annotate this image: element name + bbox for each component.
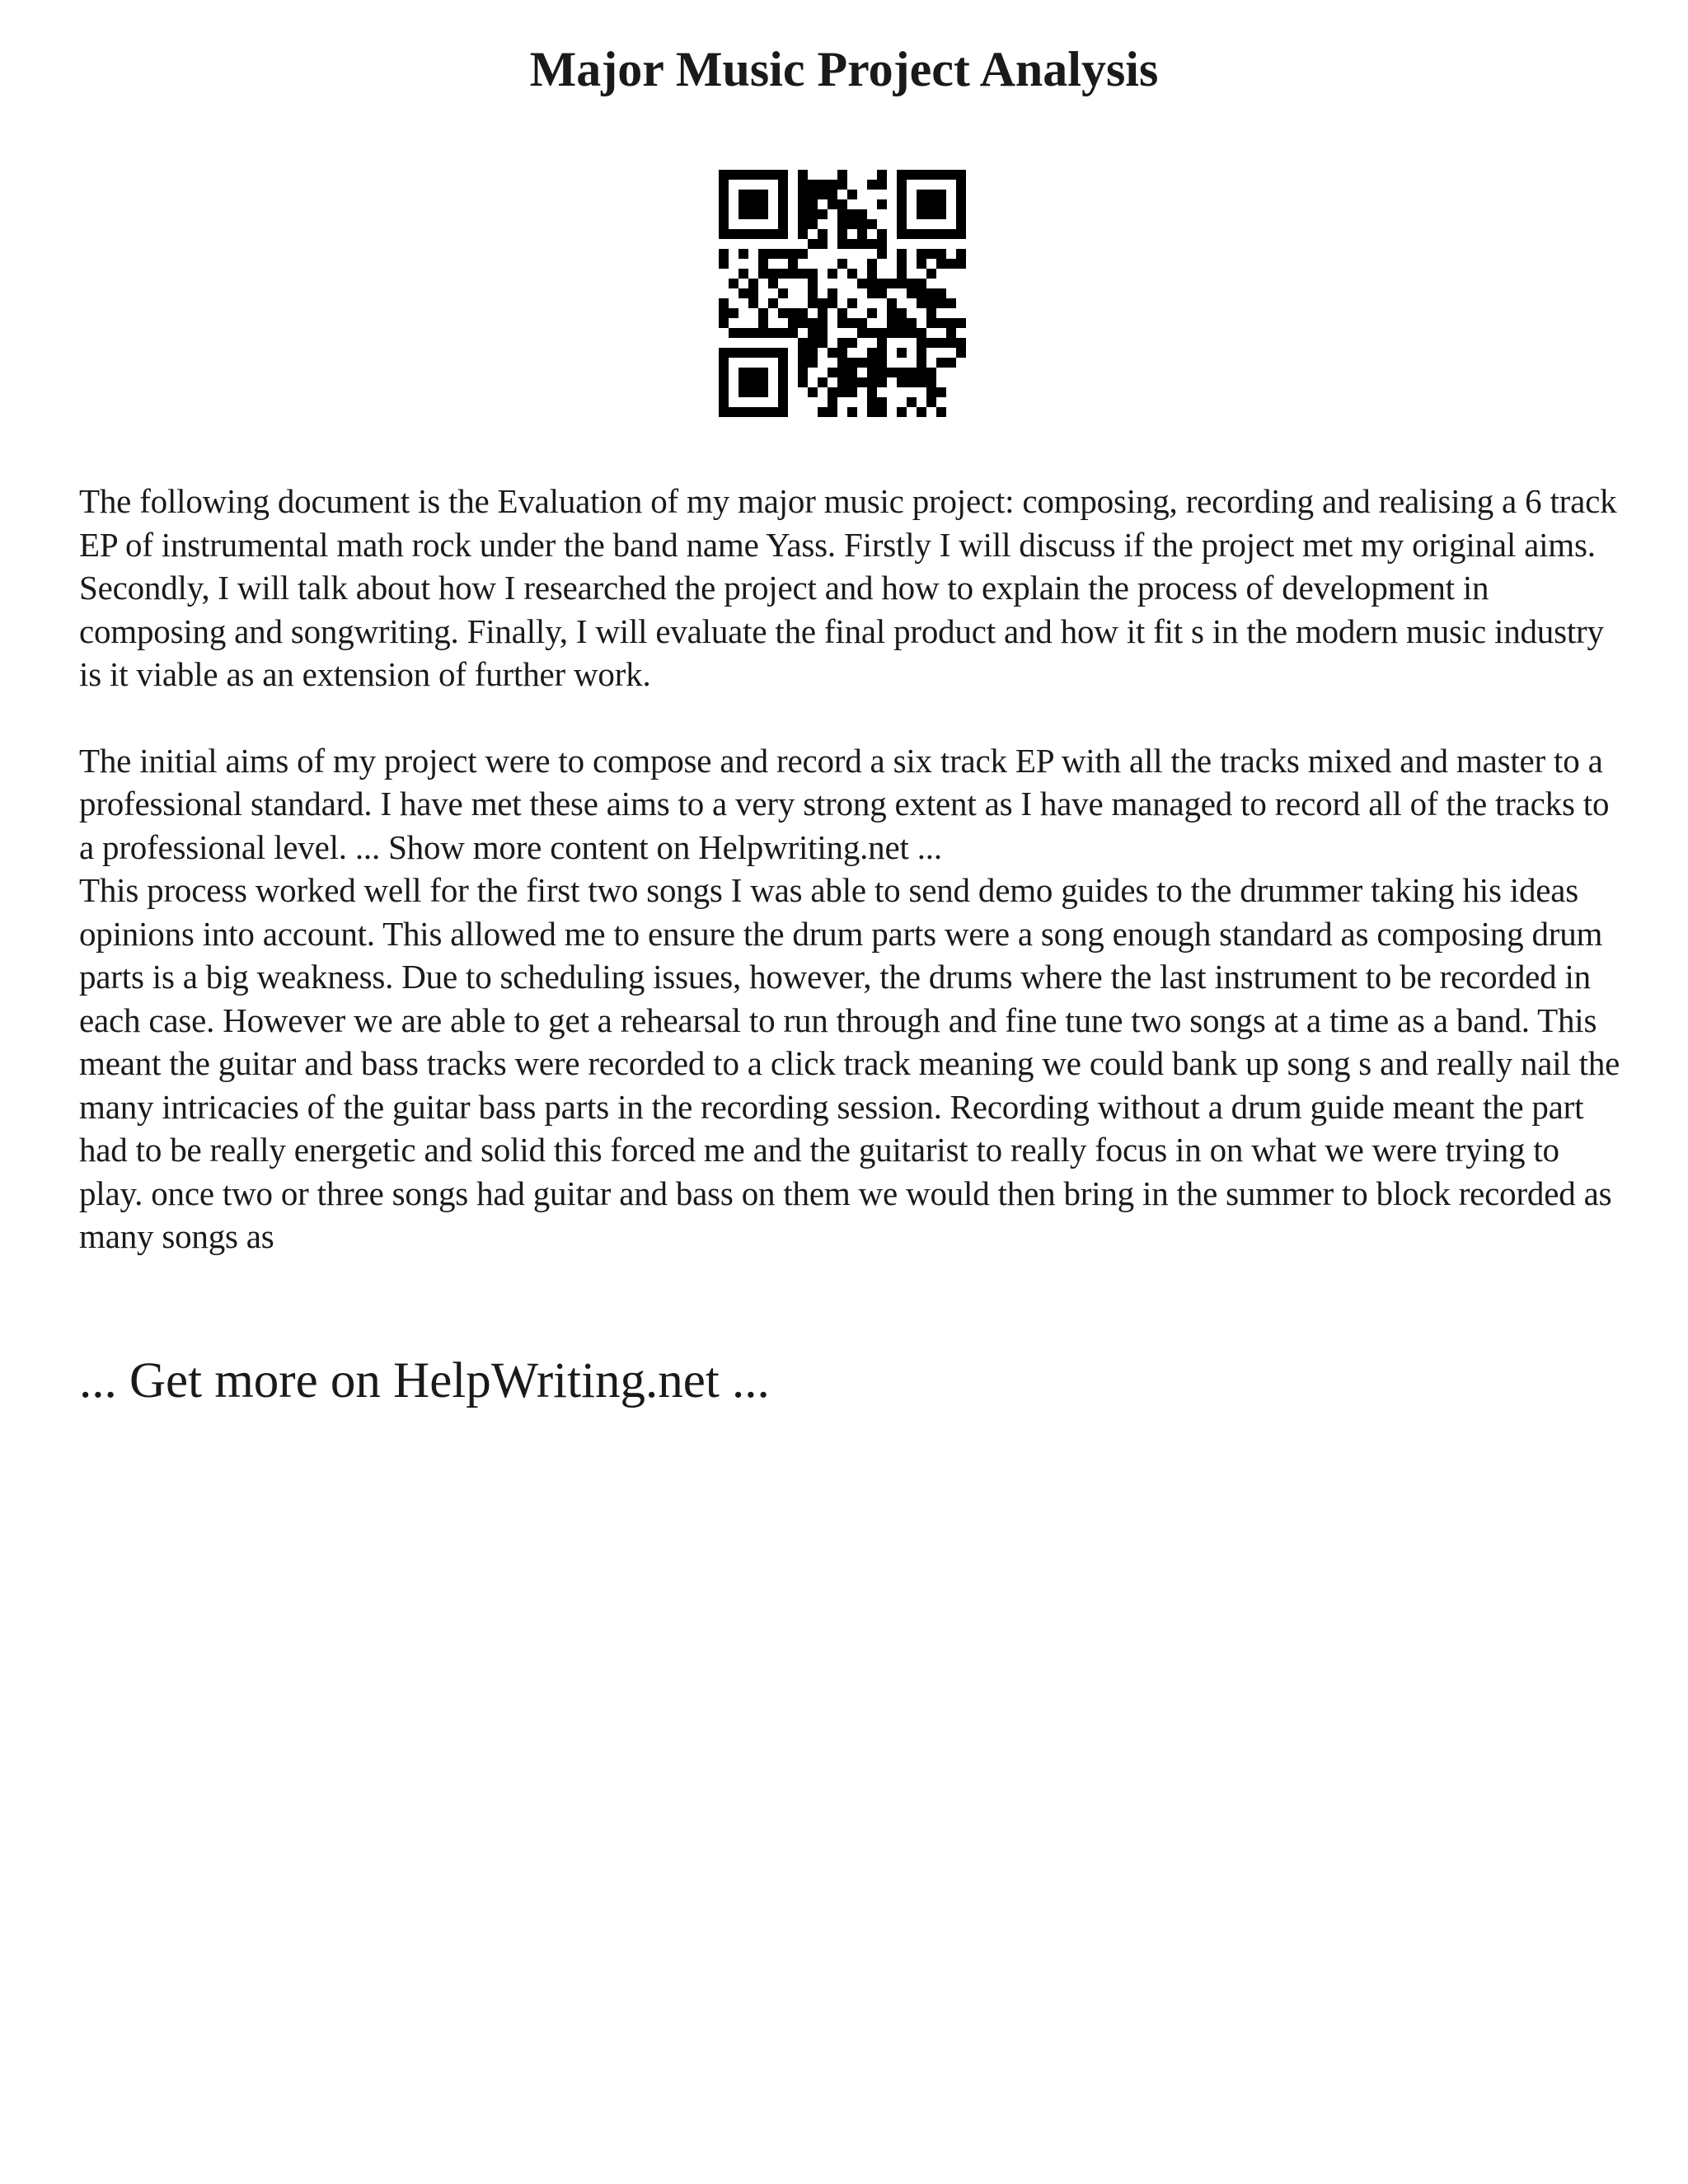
paragraph-intro: The following document is the Evaluation of my major music project: composing, recording and realising a 6 track EP of instrumental math rock under the band name Yass. Firstly I will discuss if the project met my original aims. Secondly, I will talk about how I researched the project and how to explain the process of development in composing and songwriting. Finally, I will evaluate the final product and how it fit s in the modern music industry is it viable as an extension of further work. (79, 482, 1617, 693)
paragraph-process: This process worked well for the first two songs I was able to send demo guides to the drummer taking his ideas opinions into account. This allowed me to ensure the drum parts were a song enough standard as composing drum parts is a big weakness. Due to scheduling issues, however, the drums where the last instrument to be recorded in each case. However we are able to get a rehearsal to run through and fine tune two songs at a time as a band. This meant the guitar and bass tracks were recorded to a click track meaning we could bank up song s and really nail the many intricacies of the guitar bass parts in the recording session. Recording without a drum guide meant the part had to be really energetic and solid this forced me and the guitarist to really focus in on what we were trying to play. once two or three songs had guitar and bass on them we would then bring in the summer to block recorded as many songs as (79, 871, 1620, 1255)
paragraph-aims: The initial aims of my project were to compose and record a six track EP with all the tracks mixed and master to a professional standard. I have met these aims to a very strong extent as I have managed to record all of the tracks to a professional level. ... Show more content on Helpwriting.net ... (79, 741, 1610, 866)
qr-code-graphic (719, 170, 966, 417)
page-title: Major Music Project Analysis (529, 42, 1159, 96)
document-body (79, 480, 1629, 1258)
get-more-link[interactable]: ... Get more on HelpWriting.net ... (79, 1353, 770, 1408)
qr-code-icon[interactable] (719, 170, 966, 417)
